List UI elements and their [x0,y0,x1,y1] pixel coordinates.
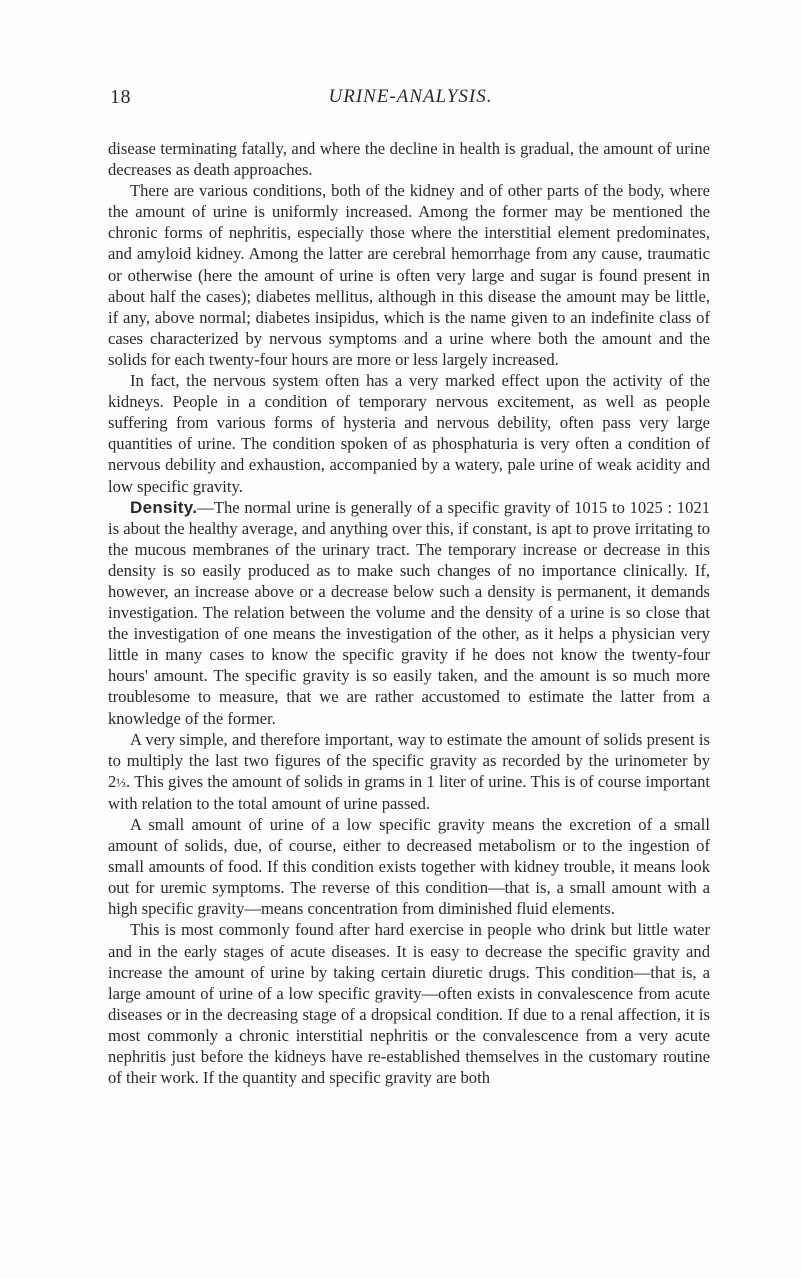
running-title: URINE-ANALYSIS. [328,86,493,107]
paragraph-text: . This gives the amount of solids in grams in 1 liter of urine. This is of course important with relation to the total amount of urine passed. [108,771,710,813]
paragraph-density [108,497,710,729]
paragraph-text: A very simple, and therefore important, way to estimate the amount of solids present is to multiply the last two figures of the specific gravity as recorded by the urinometer by 2 [108,729,710,791]
paragraph-exercise [108,919,710,1088]
body-text [108,138,710,1088]
paragraph-text: A small amount of urine of a low specific gravity means the excretion of a small amount of solids, due, of course, either to decreased metabolism or to the ingestion of small amounts of food. If this condition exists together with kidney trouble, it means look out for uremic symptoms. The reverse of this condition—that is, a small amount with a high specific gravity—means concentration from diminished fluid elements. [108,815,710,919]
paragraph-text: This is most commonly found after hard exercise in people who drink but little water and in the early stages of acute diseases. It is easy to decrease the specific gravity and increase the amount of urine by taking certain diuretic drugs. This condition—that is, a large amount of urine of a low specific gravity—often exists in convalescence from acute diseases or in the decreasing stage of a dropsical condition. If due to a renal affection, it is most commonly a chronic interstitial nephritis or the convalescence from a very acute nephritis just before the kidneys have re-established themselves in the customary routine of their work. If the quantity and specific gravity are both [108,920,710,1088]
page-number: 18 [110,86,131,108]
paragraph-text: There are various conditions, both of the kidney and of other parts of the body, where the amount of urine is uniformly increased. Among the former may be mentioned the chronic forms of nephritis, especially those where the interstitial element predominates, and amyloid kidney. Among the latter are cerebral hemorrhage from any cause, traumatic or otherwise (here the amount of urine is often very large and sugar is found present in about half the cases); diabetes mellitus, although in this disease the amount may be little, if any, above normal; diabetes insipidus, which is the name given to an indefinite class of cases characterized by nervous symptoms and a urine where both the amount and the solids for each twenty-four hours are more or less largely increased. [108,181,710,369]
section-heading-density: Density. [130,497,198,517]
paragraph-increased-urine [108,180,710,370]
fraction: ⅓ [116,774,127,790]
paragraph-text: disease terminating fatally, and where the decline in health is gradual, the amount of urine decreases as death approaches. [108,139,710,180]
paragraph-continuation [108,138,710,180]
paragraph-nervous-system [108,370,710,497]
running-head [110,86,711,116]
paragraph-text: In fact, the nervous system often has a very marked effect upon the activity of the kidneys. People in a condition of temporary nervous excitement, as well as people suffering from various forms of hysteria and nervous debility, often pass very large quantities of urine. The condition spoken of as phosphaturia is very often a condition of nervous debility and exhaustion, accompanied by a watery, pale urine of weak acidity and low specific gravity. [108,371,710,496]
paragraph-text: —The normal urine is generally of a specific gravity of 1015 to 1025 : 1021 is about the healthy average, and anything over this, if constant, is apt to prove irritating to the mucous membranes of the urinary tract. The temporary increase or decrease in this density is so easily produced as to make such changes of no importance clinically. If, however, an increase above or a decrease below such a density is permanent, it demands investigation. The relation between the volume and the density of a urine is so close that the investigation of one means the investigation of the other, as it helps a physician very little in many cases to know the specific gravity if he does not know the twenty-four hours' amount. The specific gravity is so easily taken, and the amount is so much more troublesome to measure, that we are rather accustomed to estimate the latter from a knowledge of the former. [108,497,710,728]
paragraph-solids-estimate [108,729,710,814]
paragraph-low-gravity [108,814,710,919]
